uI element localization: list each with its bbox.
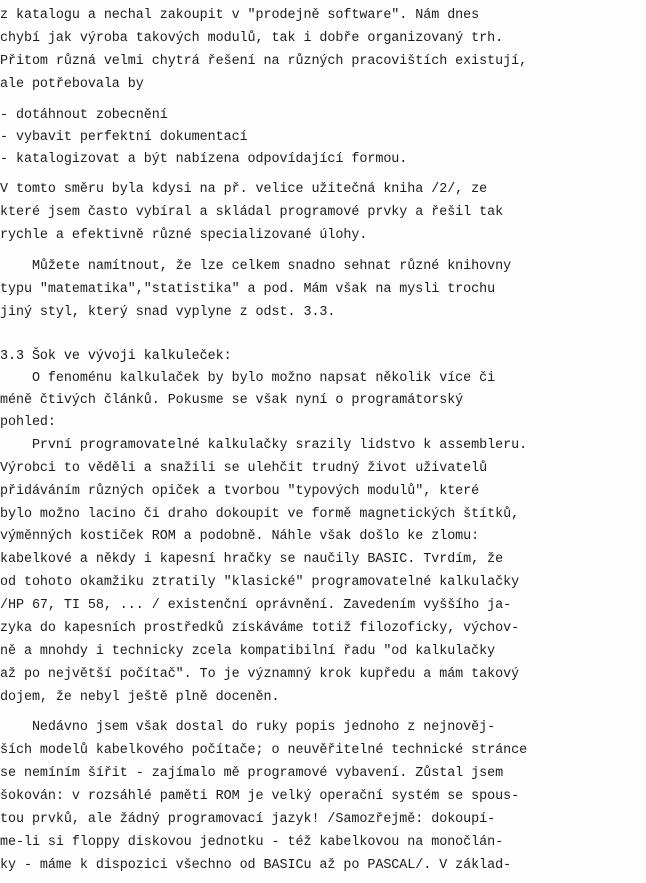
text-line: ně a mnohdy i technicky zcela kompatibilní řadu "od kalkulačky	[0, 644, 496, 659]
text-line: jiný styl, který snad vyplyne z odst. 3.3.	[0, 305, 336, 320]
list-item: - dotáhnout zobecnění	[0, 108, 168, 123]
text-line: kabelkové a někdy i kapesní hračky se naučily BASIC. Tvrdím, že	[0, 552, 504, 567]
text-line: me-li si floppy diskovou jednotku - též kabelkovou na monočlán-	[0, 835, 504, 850]
text-line: /HP 67, TI 58, ... / existenční oprávnění. Zavedením vyššího ja-	[0, 598, 512, 613]
text-line: přidáváním různých opiček a tvorbou "typových modulů", které	[0, 484, 480, 499]
text-line: výměnných kostiček ROM a podobně. Náhle však došlo ke zlomu:	[0, 529, 480, 544]
text-line: ších modelů kabelkového počítače; o neuvěřitelné technické stránce	[0, 743, 528, 758]
text-line: šokován: v rozsáhlé paměti ROM je velký operační systém se spous-	[0, 789, 520, 804]
text-line: rychle a efektivně různé specializované úlohy.	[0, 228, 368, 243]
text-line: Nedávno jsem však dostal do ruky popis jednoho z nejnověj-	[0, 720, 496, 735]
text-line: pohled:	[0, 415, 56, 430]
list-item: - katalogizovat a být nabízena odpovídající formou.	[0, 152, 408, 167]
text-line: se nemíním šířit - zajímalo mě programové vybavení. Zůstal jsem	[0, 766, 504, 781]
text-line: bylo možno lacino či draho dokoupit ve formě magnetických štítků,	[0, 507, 520, 522]
text-line: ale potřebovala by	[0, 77, 144, 92]
text-line: až po největší počítač". To je významný krok kupředu a mám takový	[0, 667, 520, 682]
text-line: tou prvků, ale žádný programovací jazyk! /Samozřejmě: dokoupí-	[0, 812, 496, 827]
text-line: Přitom různá velmi chytrá řešení na různých pracovištích existují,	[0, 54, 528, 69]
text-line: O fenoménu kalkulaček by bylo možno napsat několik více či	[0, 371, 496, 386]
text-line: z katalogu a nechal zakoupit v "prodejně software". Nám dnes	[0, 8, 480, 23]
text-line: ky - máme k dispozici všechno od BASICu až po PASCAL/. V základ-	[0, 858, 512, 873]
text-line: zyka do kapesních prostředků získáváme totiž filozoficky, výchov-	[0, 621, 520, 636]
text-line: První programovatelné kalkulačky srazily lidstvo k assembleru.	[0, 438, 528, 453]
text-line: V tomto směru byla kdysi na př. velice užitečná kniha /2/, ze	[0, 182, 488, 197]
text-line: které jsem často vybíral a skládal programové prvky a řešil tak	[0, 205, 504, 220]
text-line: Můžete namítnout, že lze celkem snadno sehnat různé knihovny	[0, 259, 512, 274]
text-line: typu "matematika","statistika" a pod. Mám však na mysli trochu	[0, 282, 496, 297]
text-line: méně čtivých článků. Pokusme se však nyní o programátorský	[0, 393, 464, 408]
section-heading: 3.3 Šok ve vývoji kalkuleček:	[0, 349, 232, 364]
text-line: od tohoto okamžiku ztratily "klasické" programovatelné kalkulačky	[0, 575, 520, 590]
text-line: Výrobci to věděli a snažili se ulehčit trudný život uživatelů	[0, 461, 488, 476]
text-line: chybí jak výroba takových modulů, tak i dobře organizovaný trh.	[0, 31, 504, 46]
list-item: - vybavit perfektní dokumentací	[0, 130, 248, 145]
text-line: dojem, že nebyl ještě plně doceněn.	[0, 690, 280, 705]
